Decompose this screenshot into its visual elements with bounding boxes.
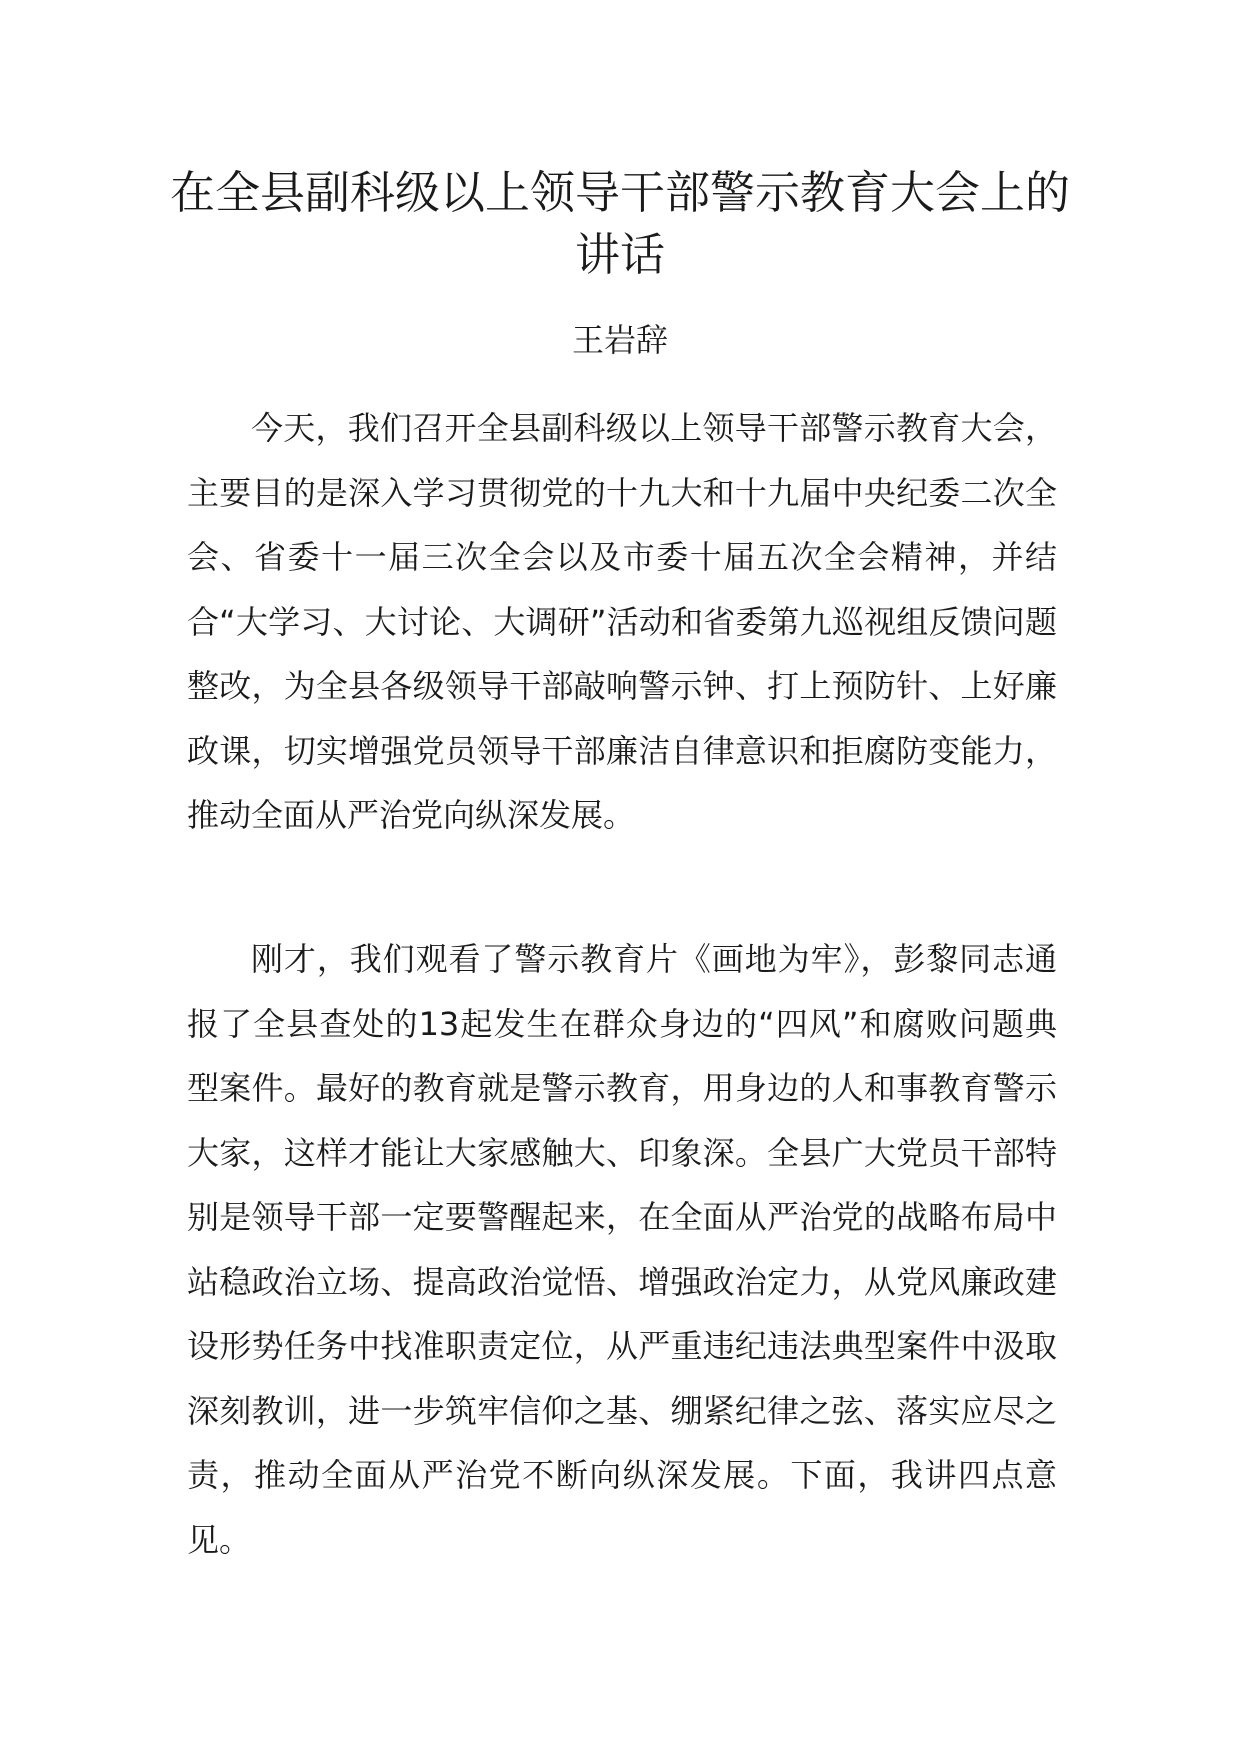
body-paragraph-2: 刚才，我们观看了警示教育片《画地为牢》，彭黎同志通报了全县查处的13起发生在群众身边的“四风”和腐败问题典型案件。最好的教育就是警示教育，用身边的人和事教育警示大家，这样才能让大家感触大、印象深。全县广大党员干部特别是领导干部一定要警醒起来，在全面从严治党的战略布局中站稳政治立场、提高政治觉悟、增强政治定力，从党风廉政建设形势任务中找准职责定位，从严重违纪违法典型案件中汲取深刻教训，进一步筑牢信仰之基、绷紧纪律之弦、落实应尽之责，推动全面从严治党不断向纵深发展。下面，我讲四点意见。	[187, 940, 1057, 1559]
document-author: 王岩辞	[571, 321, 668, 359]
body-paragraph-1: 今天，我们召开全县副科级以上领导干部警示教育大会，主要目的是深入学习贯彻党的十九大和十九届中央纪委二次全会、省委十一届三次全会以及市委十届五次全会精神，并结合“大学习、大讨论、大调研”活动和省委第九巡视组反馈问题整改，为全县各级领导干部敲响警示钟、打上预防针、上好廉政课，切实增强党员领导干部廉洁自律意识和拒腐防变能力，推动全面从严治党向纵深发展。	[187, 409, 1057, 834]
document-title: 在全县副科级以上领导干部警示教育大会上的讲话	[170, 166, 1071, 281]
